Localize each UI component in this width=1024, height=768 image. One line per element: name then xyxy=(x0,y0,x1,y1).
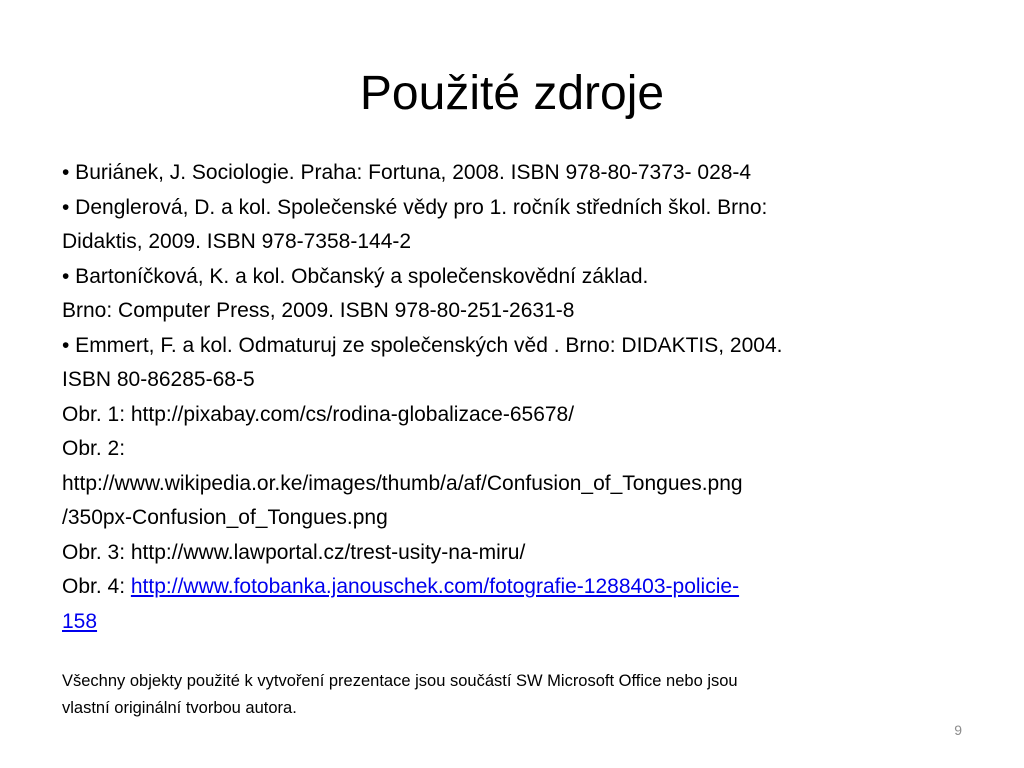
source-line-6: • Emmert, F. a kol. Odmaturuj ze společenských věd . Brno: DIDAKTIS, 2004. xyxy=(62,333,783,357)
image-source-4 xyxy=(62,570,962,605)
footer-note-line-1: Všechny objekty použité k vytvoření prezentace jsou součástí SW Microsoft Office nebo jsou xyxy=(62,672,738,690)
image-source-4-link[interactable]: http://www.fotobanka.janouschek.com/fotografie-1288403-policie- xyxy=(130,575,740,598)
source-line-7: ISBN 80-86285-68-5 xyxy=(62,368,255,391)
image-source-4-continued xyxy=(62,605,962,640)
image-source-2-label: Obr. 2: xyxy=(62,437,126,460)
source-line-5: Brno: Computer Press, 2009. ISBN 978-80-251-2631-8 xyxy=(62,299,575,322)
footer-note xyxy=(62,668,962,722)
page-number: 9 xyxy=(954,722,962,738)
image-source-4-link-continued[interactable]: 158 xyxy=(62,609,98,633)
image-source-2-url-part2: /350px-Confusion_of_Tongues.png xyxy=(62,506,388,529)
source-line-3: Didaktis, 2009. ISBN 978-7358-144-2 xyxy=(62,230,412,253)
source-line-2: • Denglerová, D. a kol. Společenské vědy pro 1. ročník středních škol. Brno: xyxy=(62,195,768,219)
source-line-4: • Bartoníčková, K. a kol. Občanský a společenskovědní základ. xyxy=(62,264,649,288)
image-source-2-url-part1: http://www.wikipedia.or.ke/images/thumb/a/af/Confusion_of_Tongues.png xyxy=(62,471,743,495)
slide-title: Použité zdroje xyxy=(359,67,665,120)
sources-list xyxy=(62,156,962,639)
image-source-4-prefix: Obr. 4: xyxy=(62,575,131,598)
footer-note-line-2: vlastní originální tvorbou autora. xyxy=(62,699,297,717)
image-source-3: Obr. 3: http://www.lawportal.cz/trest-usity-na-miru/ xyxy=(62,540,526,564)
source-line-1: • Buriánek, J. Sociologie. Praha: Fortuna, 2008. ISBN 978-80-7373- 028-4 xyxy=(62,161,752,184)
image-source-1: Obr. 1: http://pixabay.com/cs/rodina-globalizace-65678/ xyxy=(62,402,575,426)
